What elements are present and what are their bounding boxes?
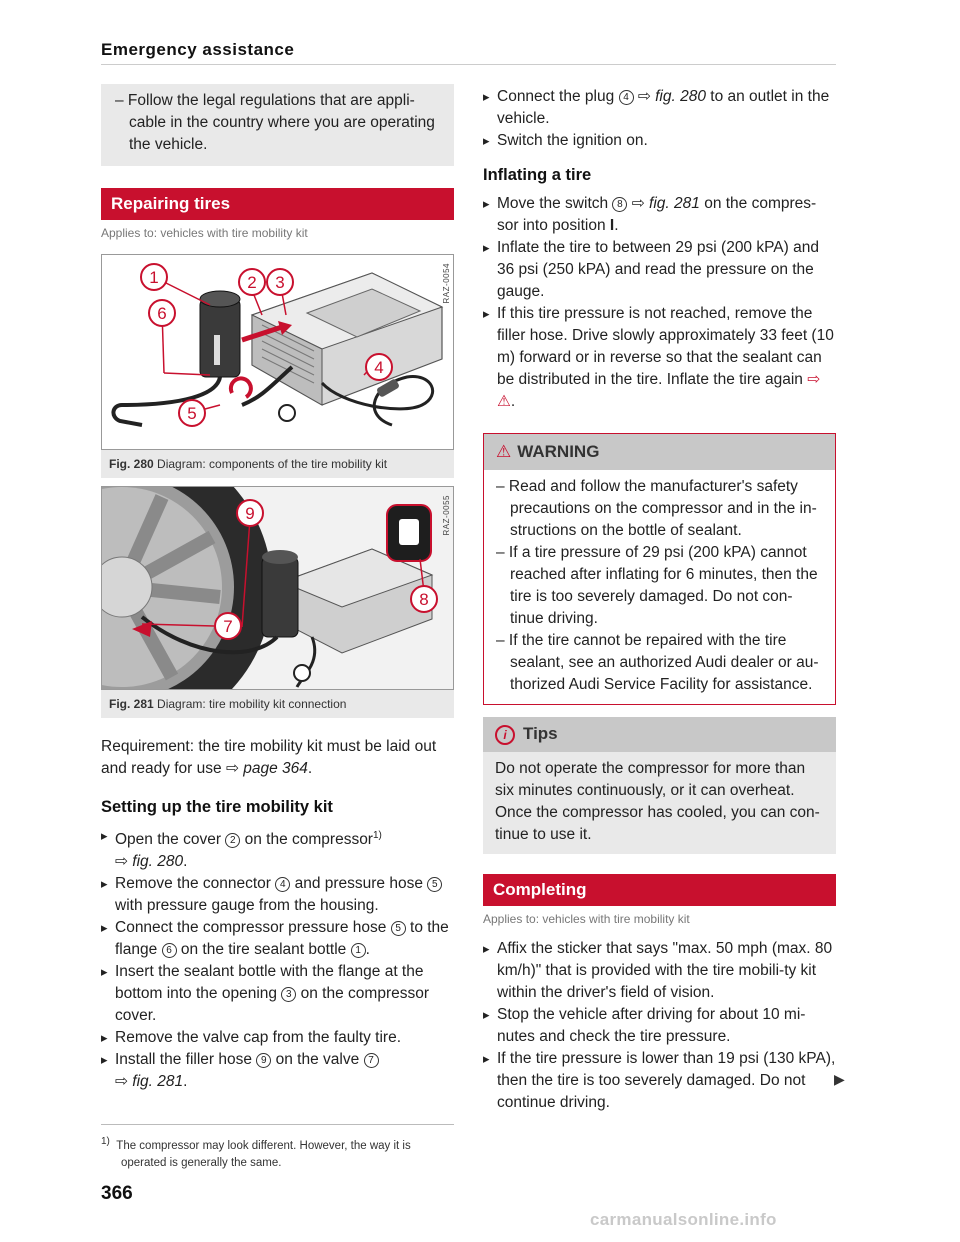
- page-reference-link[interactable]: ⇨ page 364: [225, 760, 308, 777]
- svg-text:3: 3: [275, 273, 285, 292]
- intro-note-text: – Follow the legal regulations that are appli-cable in the country where you are operating the vehicle.: [115, 92, 435, 153]
- list-item: ▸ Connect the plug 4 ⇨ fig. 280 to an outlet in the vehicle.: [483, 86, 836, 130]
- intro-note: [101, 84, 454, 166]
- callout-ref: 1: [351, 943, 366, 958]
- footnote-text: The compressor may look different. However, the way it is operated is generally the same.: [116, 1139, 411, 1169]
- callout-5: [179, 400, 205, 426]
- svg-text:4: 4: [374, 358, 384, 377]
- list-item: ▸ Stop the vehicle after driving for about 10 mi-nutes and check the tire pressure.: [483, 1004, 836, 1048]
- figure-280-caption: [101, 450, 454, 478]
- requirement-text: Requirement: the tire mobility kit must be laid out and ready for use: [101, 738, 437, 777]
- callout-ref: 4: [275, 877, 290, 892]
- callout-3: [267, 269, 293, 295]
- tips-box: [483, 717, 836, 854]
- callout-9: [237, 500, 263, 526]
- watermark: carmanualsonline.info: [590, 1210, 777, 1229]
- inflating-steps: [483, 193, 836, 413]
- requirement-end: .: [307, 760, 313, 777]
- section-completing: Completing: [483, 874, 836, 906]
- warning-title: WARNING: [517, 442, 600, 461]
- connect-steps: [483, 86, 836, 152]
- figure-code: RAZ-0055: [442, 495, 451, 536]
- tips-body: Do not operate the compressor for more than six minutes continuously, or it can overheat. Once the compressor has cooled, you can con-tinue to use it.: [483, 752, 836, 854]
- warning-header: [484, 434, 835, 470]
- warning-item: – Read and follow the manufacturer's safety precautions on the compressor and in the in-structions on the bottle of sealant.: [496, 478, 817, 539]
- tire-connection-diagram: [102, 487, 454, 690]
- callout-4: [366, 354, 392, 380]
- callout-ref: 5: [427, 877, 442, 892]
- list-item: ▸ If this tire pressure is not reached, remove the filler hose. Drive slowly approximately 33 feet (10 m) forward or in reverse so that the sealant can be distributed in the tire. Inflate the tire again ⇨ ⚠.: [483, 303, 836, 413]
- callout-ref: 8: [612, 197, 627, 212]
- list-item: ▸ If the tire pressure is lower than 19 psi (130 kPA), then the tire is too severely damaged. Do not continue driving.: [483, 1048, 836, 1114]
- figure-reference-link[interactable]: ⇨ fig. 280: [637, 88, 706, 105]
- info-icon: i: [495, 725, 515, 745]
- svg-text:7: 7: [223, 617, 233, 636]
- callout-1: [141, 264, 167, 290]
- warning-body: [484, 470, 835, 704]
- warning-item: – If the tire cannot be repaired with the tire sealant, see an authorized Audi dealer or au-thorized Audi Service Facility for assistance.: [496, 632, 819, 693]
- list-item: ▸ Remove the connector 4 and pressure hose 5 with pressure gauge from the housing.: [101, 873, 454, 917]
- figure-reference-link[interactable]: ⇨ fig. 280: [115, 853, 184, 871]
- figure-281-caption: [101, 690, 454, 718]
- figure-caption-text: Diagram: components of the tire mobility kit: [157, 457, 388, 471]
- svg-text:1: 1: [149, 268, 159, 287]
- callout-ref: 5: [391, 921, 406, 936]
- callout-ref: 6: [162, 943, 177, 958]
- list-item: ▸ Remove the valve cap from the faulty tire.: [101, 1027, 454, 1049]
- left-column: [101, 84, 454, 1093]
- figure-reference-link[interactable]: ⇨ fig. 281: [115, 1073, 184, 1091]
- applies-to-completing: Applies to: vehicles with tire mobility kit: [483, 912, 690, 926]
- callout-7: [215, 613, 241, 639]
- callout-6: [149, 300, 175, 326]
- list-item: ▸ Connect the compressor pressure hose 5 to the flange 6 on the tire sealant bottle 1 .: [101, 917, 454, 961]
- figure-label: Fig. 281: [109, 697, 154, 711]
- figure-reference-link[interactable]: ⇨ fig. 281: [631, 195, 700, 212]
- list-item: ▸ Switch the ignition on.: [483, 130, 836, 152]
- svg-text:5: 5: [187, 404, 197, 423]
- setup-heading: Setting up the tire mobility kit: [101, 798, 333, 816]
- footnote-rule: [101, 1124, 454, 1125]
- figure-281: [101, 486, 454, 690]
- svg-text:2: 2: [247, 273, 257, 292]
- figure-280: [101, 254, 454, 450]
- footnote-mark: 1): [101, 1136, 110, 1147]
- warning-triangle-icon: ⚠: [496, 442, 512, 461]
- tire-mobility-kit-diagram: [102, 255, 454, 450]
- tips-header: [483, 717, 836, 752]
- right-column: [483, 84, 836, 1114]
- tips-title: Tips: [523, 724, 558, 743]
- applies-to-repairing: Applies to: vehicles with tire mobility kit: [101, 226, 308, 240]
- list-item: ▸ Insert the sealant bottle with the flange at the bottom into the opening 3 on the compressor cover.: [101, 961, 454, 1027]
- list-item: ▸ Affix the sticker that says "max. 50 mph (max. 80 km/h)" that is provided with the tire mobili-ty kit within the driver's field of vision.: [483, 938, 836, 1004]
- completing-steps: [483, 938, 836, 1114]
- figure-code: RAZ-0054: [442, 263, 451, 304]
- setup-steps: [101, 825, 454, 1093]
- warning-item: – If a tire pressure of 29 psi (200 kPA) cannot reached after inflating for 6 minutes, then the tire is too severely damaged. Do not con-tinue driving.: [496, 544, 818, 627]
- callout-ref: 2: [225, 833, 240, 848]
- list-item: ▸ Move the switch 8 ⇨ fig. 281 on the compres-sor into position I.: [483, 193, 836, 237]
- callout-ref: 3: [281, 987, 296, 1002]
- callout-2: [239, 269, 265, 295]
- svg-text:8: 8: [419, 590, 429, 609]
- footnote: [101, 1133, 454, 1172]
- continue-arrow-icon: ▶: [834, 1071, 845, 1087]
- callout-ref: 9: [256, 1053, 271, 1068]
- list-item: ▸ Install the filler hose 9 on the valve 7 ⇨ fig. 281.: [101, 1049, 454, 1093]
- figure-label: Fig. 280: [109, 457, 154, 471]
- svg-text:6: 6: [157, 304, 167, 323]
- section-repairing-tires: Repairing tires: [101, 188, 454, 220]
- header-rule: [101, 64, 836, 65]
- list-item: ▸ Open the cover 2 on the compressor$^{1)}$ ⇨ fig. 280.: [101, 825, 454, 873]
- footnote-marker: 1): [372, 830, 382, 841]
- inflating-heading: Inflating a tire: [483, 166, 592, 184]
- list-item: ▸ Inflate the tire to between 29 psi (200 kPA) and 36 psi (250 kPA) and read the pressure on the gauge.: [483, 237, 836, 303]
- svg-text:9: 9: [245, 504, 255, 523]
- warning-box: [483, 433, 836, 705]
- requirement-paragraph: [101, 736, 454, 780]
- callout-8: [411, 586, 437, 612]
- callout-ref: 7: [364, 1053, 379, 1068]
- page-number: 366: [101, 1183, 133, 1204]
- figure-caption-text: Diagram: tire mobility kit connection: [157, 697, 347, 711]
- page-header: Emergency assistance: [101, 40, 295, 59]
- warning-reference-link[interactable]: ⇨ ⚠: [497, 371, 821, 410]
- callout-ref: 4: [619, 90, 634, 105]
